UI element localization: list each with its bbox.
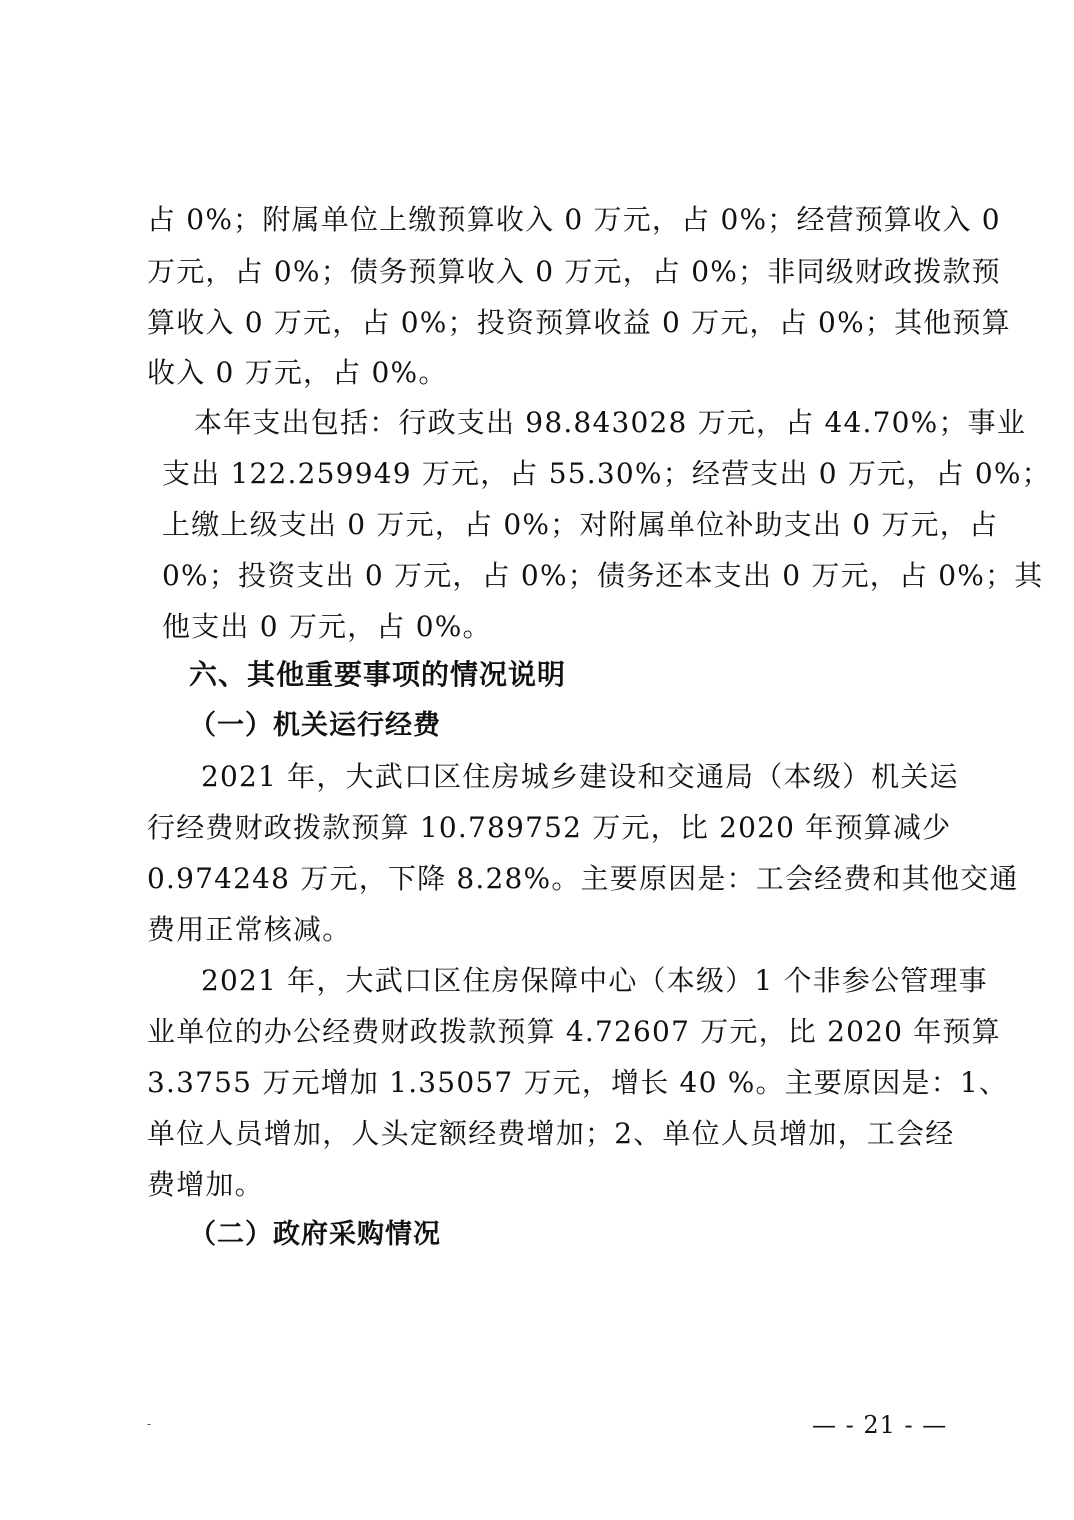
agency-line-4: 费用正常核减。 — [147, 913, 352, 946]
housing-line-2: 业单位的办公经费财政拨款预算 4.72607 万元，比 2020 年预算 — [147, 1015, 1001, 1048]
income-line-3: 算收入 0 万元，占 0%；投资预算收益 0 万元，占 0%；其他预算 — [147, 306, 1011, 339]
corner-mark: - — [147, 1417, 152, 1431]
income-line-4: 收入 0 万元，占 0%。 — [147, 356, 448, 389]
subheading-agency-operating-costs: （一）机关运行经费 — [189, 710, 441, 741]
expense-line-3: 上缴上级支出 0 万元，占 0%；对附属单位补助支出 0 万元，占 — [162, 508, 999, 541]
housing-line-1: 2021 年，大武口区住房保障中心（本级）1 个非参公管理事 — [201, 964, 988, 997]
agency-line-3: 0.974248 万元，下降 8.28%。主要原因是：工会经费和其他交通 — [147, 862, 1019, 895]
housing-line-4: 单位人员增加，人头定额经费增加；2、单位人员增加，工会经 — [147, 1117, 955, 1150]
expense-line-4: 0%；投资支出 0 万元，占 0%；债务还本支出 0 万元，占 0%；其 — [162, 559, 1044, 592]
expense-line-2: 支出 122.259949 万元，占 55.30%；经营支出 0 万元，占 0%； — [162, 457, 1051, 490]
subheading-government-procurement: （二）政府采购情况 — [189, 1219, 441, 1250]
agency-line-1: 2021 年，大武口区住房城乡建设和交通局（本级）机关运 — [201, 760, 959, 793]
income-line-2: 万元，占 0%；债务预算收入 0 万元，占 0%；非同级财政拨款预 — [147, 255, 1001, 288]
agency-line-2: 行经费财政拨款预算 10.789752 万元，比 2020 年预算减少 — [147, 811, 952, 844]
housing-line-3: 3.3755 万元增加 1.35057 万元，增长 40 %。主要原因是：1、 — [147, 1066, 1009, 1099]
expense-line-5: 他支出 0 万元，占 0%。 — [162, 610, 492, 643]
section-heading: 六、其他重要事项的情况说明 — [189, 658, 567, 691]
housing-line-5: 费增加。 — [147, 1168, 264, 1201]
expense-line-1: 本年支出包括：行政支出 98.843028 万元，占 44.70%；事业 — [194, 406, 1027, 439]
income-line-1: 占 0%；附属单位上缴预算收入 0 万元，占 0%；经营预算收入 0 — [147, 203, 1001, 236]
page-number: — - 21 - — — [812, 1411, 948, 1439]
